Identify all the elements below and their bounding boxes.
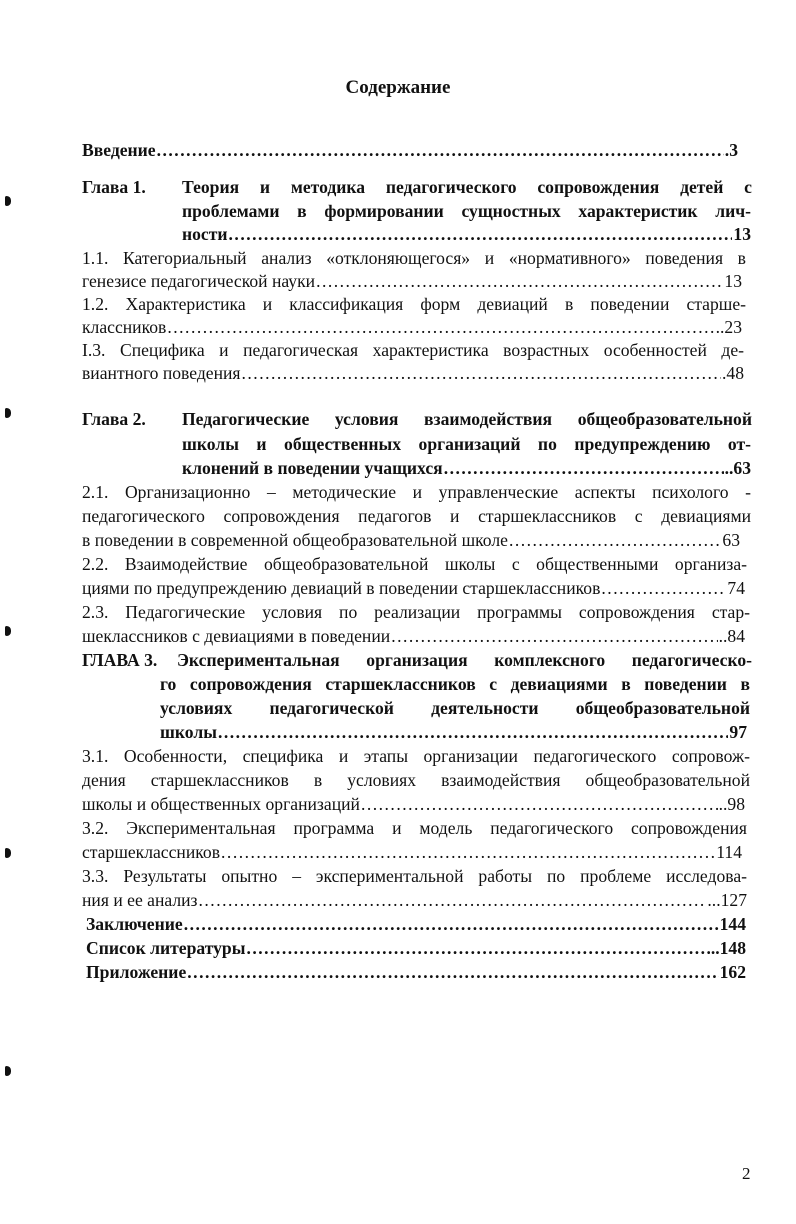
chapter-3-title-line: Экспериментальная организация комплексного педагогическо-	[177, 650, 752, 670]
toc-page-number: 63	[722, 530, 740, 550]
toc-entry-section-2-1	[82, 528, 740, 552]
dot-leader	[444, 456, 724, 480]
section-1-1-line: генезисе педагогической науки	[82, 271, 316, 291]
dot-leader	[157, 138, 724, 162]
toc-entry-section-2-2	[82, 576, 745, 600]
toc-entry-section-1-3	[82, 361, 744, 385]
chapter-3-title-line: школы	[160, 722, 217, 742]
toc-page-number: ..63	[724, 458, 751, 478]
page-title: Содержание	[345, 77, 451, 98]
dot-leader	[199, 888, 707, 912]
binding-mark	[5, 1066, 11, 1076]
dot-leader	[509, 528, 721, 552]
toc-page-number: ..148	[710, 938, 746, 958]
dot-leader	[167, 315, 714, 339]
toc-entry-chapter-1	[182, 222, 751, 246]
toc-entry-references	[86, 936, 746, 960]
toc-page-number: ..23	[715, 317, 742, 337]
dot-leader	[221, 840, 715, 864]
toc-page-number: 97	[729, 722, 747, 742]
chapter-1-heading	[82, 175, 752, 199]
section-2-1-line: в поведении в современной общеобразовательной школе	[82, 530, 508, 550]
toc-page-number: ..84	[718, 626, 745, 646]
chapter-1-title-line: ности	[182, 224, 228, 244]
section-3-3-line: ния и ее анализ	[82, 890, 198, 910]
toc-entry-appendix	[86, 960, 746, 984]
chapter-2-heading	[82, 407, 752, 431]
binding-mark	[5, 408, 11, 418]
section-3-1-line: 3.1. Особенности, специфика и этапы организации педагогического сопровож-	[82, 746, 750, 766]
toc-page-number: .3	[724, 140, 738, 160]
chapter-2-title-line: клонений в поведении учащихся	[182, 458, 443, 478]
toc-entry-chapter-2	[182, 456, 751, 480]
binding-mark	[5, 626, 11, 636]
toc-entry-section-3-1	[82, 792, 745, 816]
toc-entry-section-1-2	[82, 315, 742, 339]
dot-leader	[184, 912, 719, 936]
section-1-3-line: виантного поведения	[82, 363, 241, 383]
chapter-2-lead: Глава 2.	[82, 409, 146, 429]
section-2-3-line: шеклассников с девиациями в поведении	[82, 626, 391, 646]
toc-entry-chapter-3	[160, 720, 747, 744]
page-number: 2	[742, 1164, 751, 1183]
toc-page-number: 74	[727, 578, 745, 598]
toc-entry-section-3-3	[82, 888, 747, 912]
section-1-3-line: I.3. Специфика и педагогическая характеристика возрастных особенностей де-	[82, 340, 744, 360]
toc-entry-section-2-3	[82, 624, 745, 648]
toc-entry-section-3-2	[82, 840, 742, 864]
toc-entry-section-1-1	[82, 269, 742, 293]
section-1-1-line: 1.1. Категориальный анализ «отклоняющегося» и «нормативного» поведения в	[82, 248, 746, 268]
section-3-2-line: 3.2. Экспериментальная программа и модель педагогического сопровождения	[82, 818, 747, 838]
toc-entry-text: Заключение	[86, 914, 183, 934]
toc-entry-conclusion	[86, 912, 746, 936]
chapter-3-lead: ГЛАВА 3.	[82, 650, 158, 670]
chapter-2-title-line: Педагогические условия взаимодействия общеобразовательной	[182, 409, 752, 429]
dot-leader	[229, 222, 733, 246]
section-1-2-line: 1.2. Характеристика и классификация форм девиаций в поведении старше-	[82, 294, 746, 314]
toc-page-number: 13	[733, 224, 751, 244]
toc-entry-text: Приложение	[86, 962, 187, 982]
section-3-3-line: 3.3. Результаты опытно – экспериментальной работы по проблеме исследова-	[82, 866, 747, 886]
section-2-2-line: циями по предупреждению девиаций в поведении старшеклассников	[82, 578, 601, 598]
chapter-3-title-line: го сопровождения старшеклассников с девиациями в поведении в	[160, 674, 750, 694]
toc-entry-text: Список литературы	[86, 938, 246, 958]
toc-entry-intro	[82, 138, 738, 162]
binding-mark	[5, 848, 11, 858]
toc-page-number: 114	[716, 842, 742, 862]
dot-leader	[316, 269, 723, 293]
section-2-2-line: 2.2. Взаимодействие общеобразовательной школы с общественными организа-	[82, 554, 747, 574]
binding-mark	[5, 196, 11, 206]
toc-entry-text: Введение	[82, 140, 156, 160]
section-1-2-line: классников	[82, 317, 167, 337]
dot-leader	[391, 624, 717, 648]
toc-page-number: 13	[724, 271, 742, 291]
dot-leader	[242, 361, 722, 385]
section-3-2-line: старшеклассников	[82, 842, 221, 862]
section-2-1-line: 2.1. Организационно – методические и управленческие аспекты психолого -	[82, 482, 751, 502]
chapter-1-lead: Глава 1.	[82, 177, 146, 197]
toc-page-number: .48	[722, 363, 744, 383]
dot-leader	[601, 576, 726, 600]
section-3-1-line: дения старшеклассников в условиях взаимодействия общеобразовательной	[82, 770, 750, 790]
toc-page-number: 144	[719, 914, 746, 934]
chapter-2-title-line: школы и общественных организаций по предупреждению от-	[182, 434, 751, 454]
section-2-3-line: 2.3. Педагогические условия по реализации программы сопровождения стар-	[82, 602, 750, 622]
chapter-1-title-line: проблемами в формировании сущностных характеристик лич-	[182, 201, 751, 221]
dot-leader	[246, 936, 709, 960]
toc-page-number: ..98	[718, 794, 745, 814]
chapter-3-title-line: условиях педагогической деятельности общеобразовательной	[160, 698, 750, 718]
toc-page-number: ...127	[707, 890, 747, 910]
toc-page-number: 162	[719, 962, 746, 982]
section-2-1-line: педагогического сопровождения педагогов и старшеклассников с девиациями	[82, 506, 751, 526]
section-3-1-line: школы и общественных организаций	[82, 794, 360, 814]
dot-leader	[187, 960, 718, 984]
dot-leader	[361, 792, 718, 816]
chapter-1-title-line: Теория и методика педагогического сопровождения детей с	[182, 177, 752, 197]
chapter-3-heading	[82, 648, 752, 672]
dot-leader	[218, 720, 728, 744]
